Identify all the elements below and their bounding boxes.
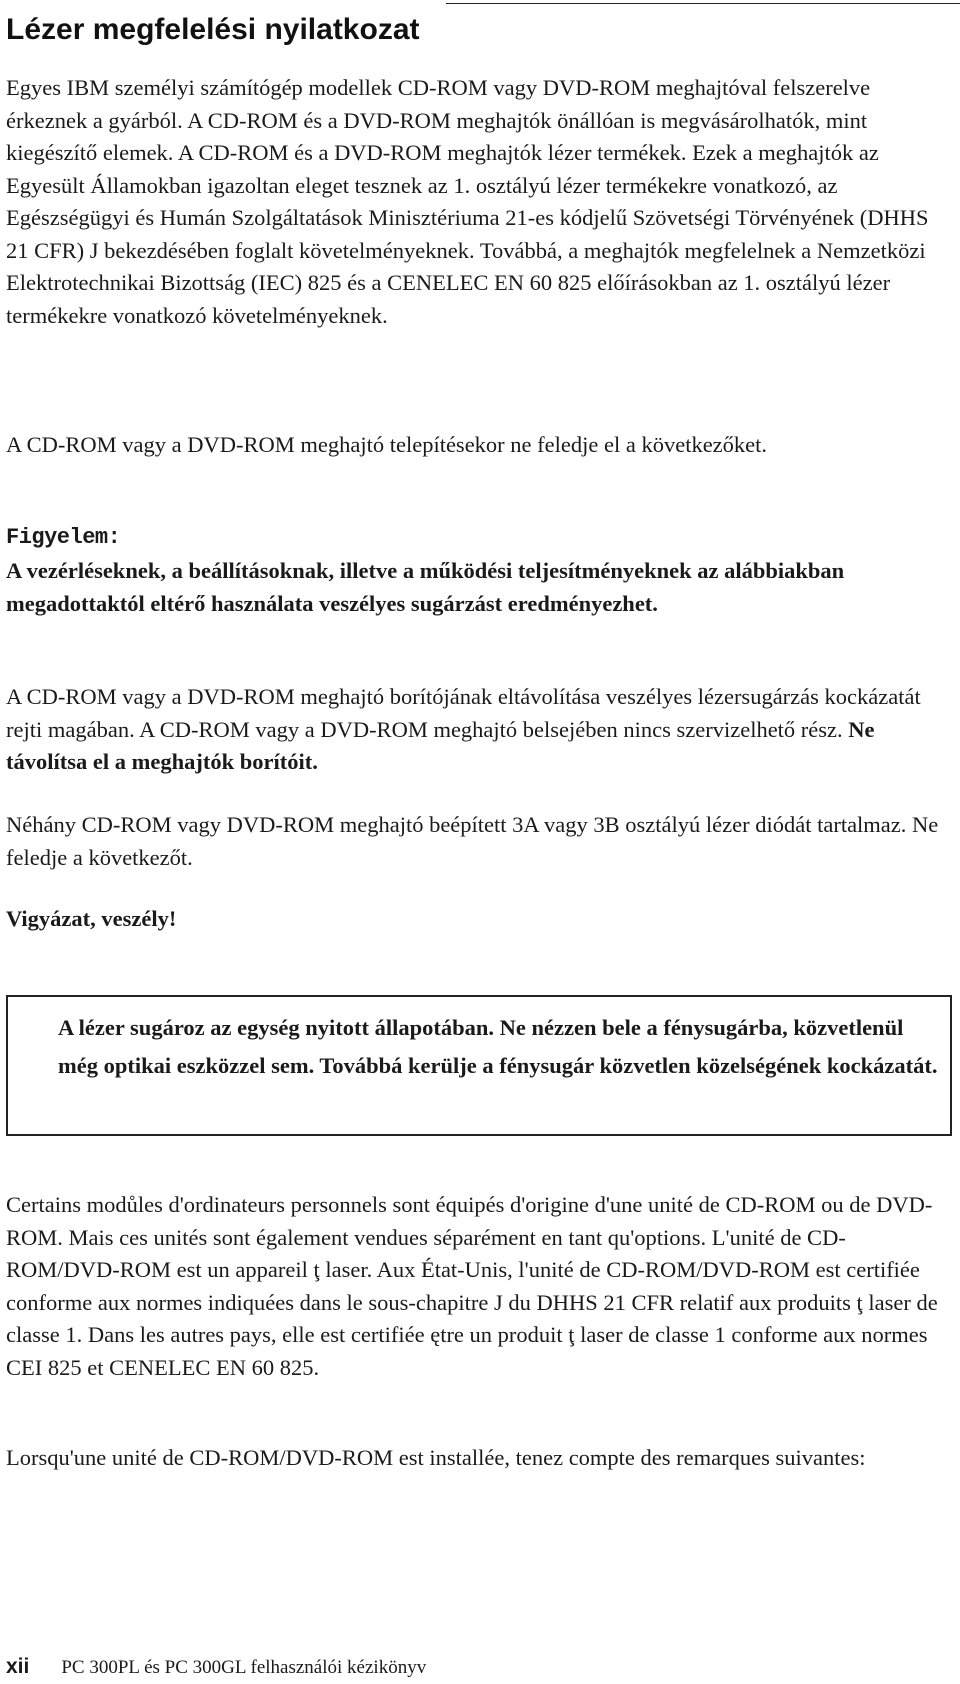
hu-paragraph-cover-warning xyxy=(6,681,951,779)
fr-paragraph-install-note: Lorsqu'une unité de CD-ROM/DVD-ROM est installée, tenez compte des remarques suivantes: xyxy=(6,1445,866,1470)
book-title: PC 300PL és PC 300GL felhasználói kézikönyv xyxy=(61,1657,427,1678)
cover-warning-text: A CD-ROM vagy a DVD-ROM meghajtó borítójának eltávolítása veszélyes lézersugárzás kockázatát rejti magában. A CD-ROM vagy a DVD-ROM meghajtó belsejében nincs szervizelhető rész. xyxy=(6,684,921,742)
attention-label: Figyelem: xyxy=(6,525,121,550)
top-rule xyxy=(446,3,960,4)
page-footer xyxy=(6,1654,426,1681)
attention-text: A vezérléseknek, a beállításoknak, illetve a működési teljesítményeknek az alábbiakban megadottaktól eltérő használata veszélyes sugárzást eredményezhet. xyxy=(6,558,845,616)
danger-notice-text: A lézer sugároz az egység nyitott állapotában. Ne nézzen bele a fénysugárba, közvetlenül még optikai eszközzel sem. Továbbá kerülje a fénysugár közvetlen közelségének kockázatát. xyxy=(58,1015,938,1078)
danger-label: Vigyázat, veszély! xyxy=(6,906,177,931)
cover-warning-bold: Ne távolítsa el a meghajtók borítóit. xyxy=(6,716,875,774)
danger-notice-box xyxy=(6,995,952,1136)
page-number: xii xyxy=(6,1655,30,1678)
fr-paragraph-compliance: Certains modůles d'ordinateurs personnels sont équipés d'origine d'une unité de CD-ROM ou de DVD-ROM. Mais ces unités sont également vendues séparément en tant qu'options. L'unité de CD-ROM/DVD-ROM est un appareil ţ laser. Aux État-Unis, l'unité de CD-ROM/DVD-ROM est certifiée conforme aux normes indiquées dans le sous-chapitre J du DHHS 21 CFR relatif aux produits ţ laser de classe 1. Dans les autres pays, elle est certifiée ętre un produit ţ laser de classe 1 conforme aux normes CEI 825 et CENELEC EN 60 825. xyxy=(6,1192,938,1380)
hu-paragraph-install-note: A CD-ROM vagy a DVD-ROM meghajtó telepítésekor ne feledje el a következőket. xyxy=(6,432,768,457)
hu-paragraph-laser-diode: Néhány CD-ROM vagy DVD-ROM meghajtó beépített 3A vagy 3B osztályú lézer diódát tartalmaz. Ne feledje a következőt. xyxy=(6,812,939,870)
hu-paragraph-compliance: Egyes IBM személyi számítógép modellek CD-ROM vagy DVD-ROM meghajtóval felszerelve érkeznek a gyárból. A CD-ROM és a DVD-ROM meghajtók önállóan is megvásárolhatók, mint kiegészítő elemek. A CD-ROM és a DVD-ROM meghajtók lézer termékek. Ezek a meghajtók az Egyesült Államokban igazoltan eleget tesznek az 1. osztályú lézer termékekre vonatkozó, az Egészségügyi és Humán Szolgáltatások Minisztériuma 21-es kódjelű Szövetségi Törvényének (DHHS 21 CFR) J bekezdésében foglalt követelményeknek. Továbbá, a meghajtók megfelelnek a Nemzetközi Elektrotechnikai Bizottság (IEC) 825 és a CENELEC EN 60 825 előírásokban az 1. osztályú lézer termékekre vonatkozó követelményeknek. xyxy=(6,75,929,328)
page-title: Lézer megfelelési nyilatkozat xyxy=(6,13,420,46)
